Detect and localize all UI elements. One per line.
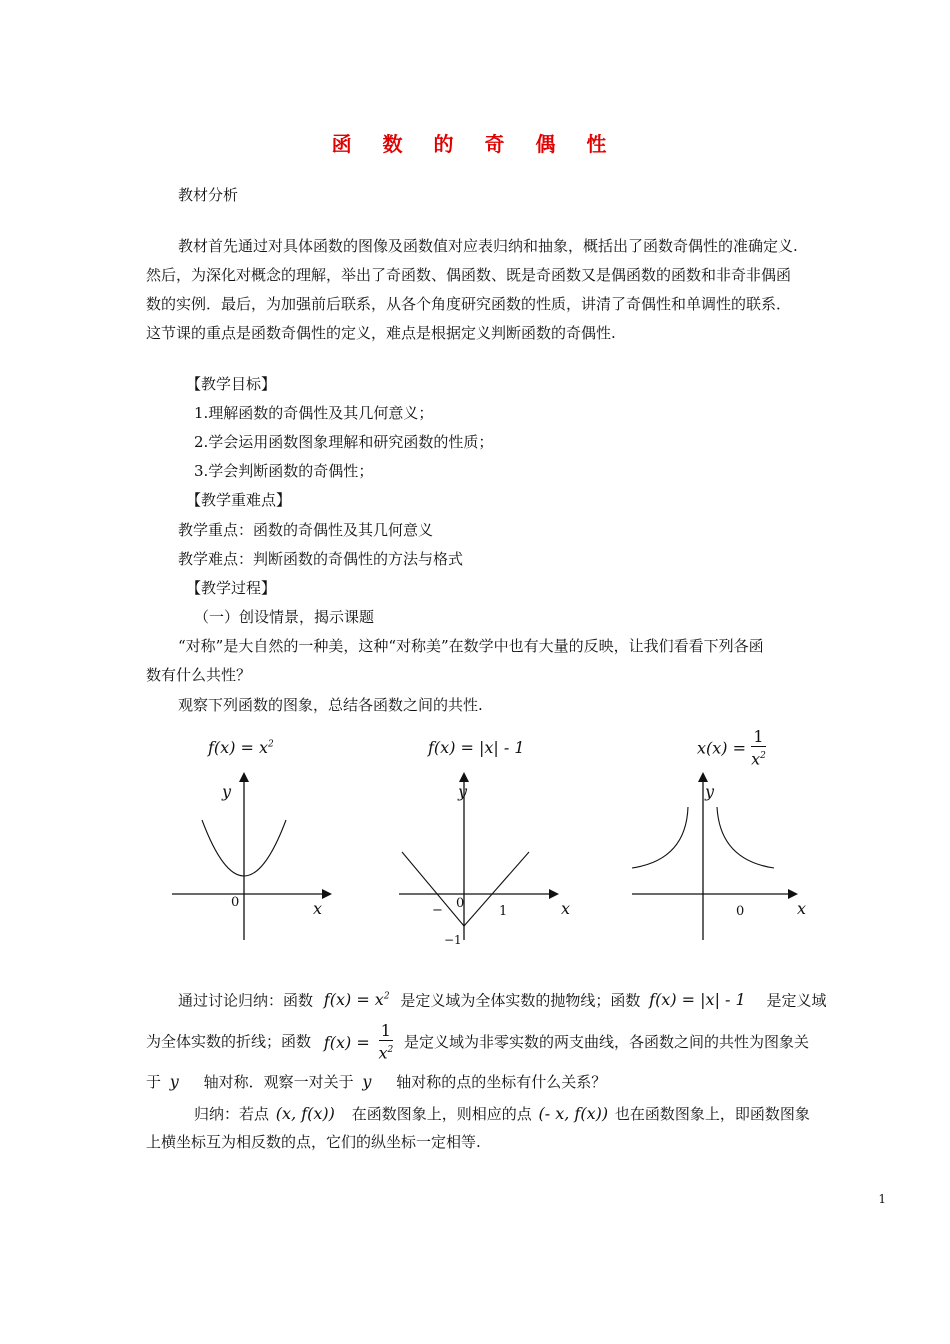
- page-title: 函 数 的 奇 偶 性: [331, 132, 619, 156]
- analysis-line-4: 这节课的重点是函数奇偶性的定义，难点是根据定义判断函数的奇偶性.: [146, 324, 616, 342]
- graph3-y-arrow: [698, 772, 708, 782]
- graph1-x-arrow: [322, 889, 332, 899]
- analysis-line-1: 教材首先通过对具体函数的图像及函数值对应表归纳和抽象，概括出了函数奇偶性的准确定义.: [178, 237, 798, 255]
- goals-heading: 【教学目标】: [186, 375, 277, 393]
- intro-line-1: “对称”是大自然的一种美，这种“对称美”在数学中也有大量的反映，让我们看看下列各函: [178, 637, 764, 655]
- graph3-y-label: y: [705, 782, 715, 801]
- goal-item: 1.理解函数的奇偶性及其几何意义；: [194, 404, 434, 422]
- graph2-origin: 0: [456, 896, 465, 911]
- observe-text: 观察下列函数的图象，总结各函数之间的共性.: [178, 696, 483, 714]
- difficulty-text: 教学难点：判断函数的奇偶性的方法与格式: [178, 550, 464, 568]
- page-number: 1: [878, 1192, 886, 1206]
- keypoints-heading: 【教学重难点】: [186, 491, 292, 509]
- graph2-abs-curve: [402, 852, 529, 926]
- graph3-origin: 0: [736, 904, 745, 919]
- graph3-right-branch: [717, 807, 774, 868]
- graph1-origin: 0: [231, 895, 240, 910]
- graph3-label: x(x) = $\frac{1}{x^2}$: [697, 727, 766, 769]
- graph2-x-arrow: [549, 889, 559, 899]
- graph2-one: 1: [499, 904, 508, 919]
- graph1-y-arrow: [239, 772, 249, 782]
- graph3-x-label: x: [797, 899, 807, 918]
- analysis-line-3: 数的实例．最后，为加强前后联系，从各个角度研究函数的性质，讲清了奇偶性和单调性的联系．: [146, 295, 792, 313]
- graph2-x-label: x: [561, 899, 571, 918]
- graph2-label: f(x) = |x| - 1: [428, 738, 525, 757]
- analysis-line-2: 然后，为深化对概念的理解，举出了奇函数、偶函数、既是奇函数又是偶函数的函数和非奇非偶函: [146, 266, 792, 284]
- summary-line-2: 为全体实数的折线；函数 f(x) = $\frac{1}{x^2}$ 是定义域为非零实数的两支曲线，各函数之间的共性为图象关: [146, 1021, 810, 1063]
- graph2-minus-one: −1: [444, 933, 462, 947]
- graph3-x-arrow: [788, 889, 798, 899]
- step-one-heading: （一）创设情景，揭示课题: [194, 608, 375, 626]
- keypoint-text: 教学重点：函数的奇偶性及其几何意义: [178, 521, 434, 539]
- conclusion-line-1: 归纳：若点 (x, f(x)) 在函数图象上，则相应的点 (- x, f(x)) 也在函数图象上，即函数图象: [194, 1104, 810, 1123]
- graph1-y-label: y: [222, 782, 232, 801]
- goal-item: 2.学会运用函数图象理解和研究函数的性质；: [194, 433, 494, 451]
- graph1-x-label: x: [313, 899, 323, 918]
- summary-line-3: 于 y 轴对称．观察一对关于 y 轴对称的点的坐标有什么关系？: [146, 1072, 607, 1091]
- graph2-y-arrow: [459, 772, 469, 782]
- graph2-y-label: y: [458, 782, 468, 801]
- process-heading: 【教学过程】: [186, 579, 277, 597]
- graph2-neg-mark: −: [432, 903, 443, 918]
- summary-line-1: 通过讨论归纳：函数 $f(x) = x^2$ 是定义域为全体实数的抛物线；函数 f(x) = |x| - 1 是定义域: [178, 990, 827, 1010]
- conclusion-line-2: 上横坐标互为相反数的点，它们的纵坐标一定相等.: [146, 1133, 481, 1151]
- goal-item: 3.学会判断函数的奇偶性；: [194, 462, 374, 480]
- intro-line-2: 数有什么共性？: [146, 666, 252, 684]
- graph1-label: $f(x) = x^2$: [208, 738, 274, 757]
- graph3-left-branch: [632, 807, 688, 868]
- section-heading-analysis: 教材分析: [178, 186, 239, 204]
